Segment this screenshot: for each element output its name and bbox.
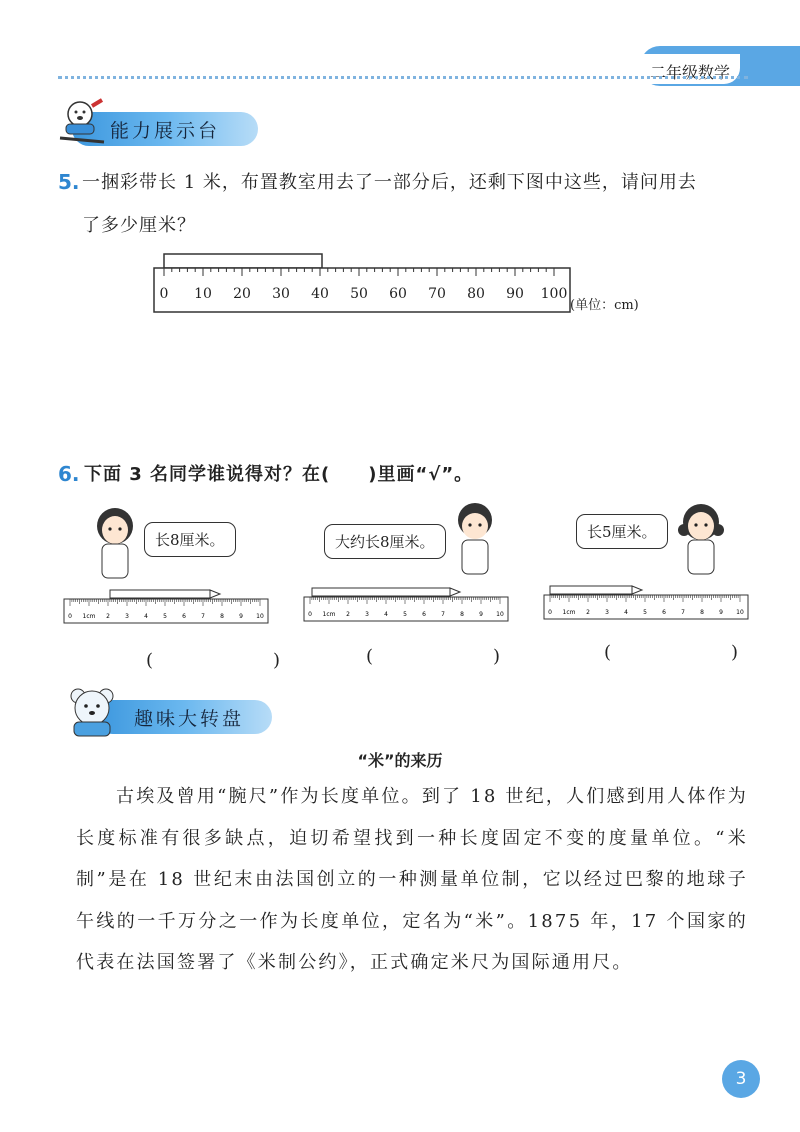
ruler-tick-label: 60 — [389, 286, 407, 302]
pencil-tip — [450, 588, 460, 596]
ruler-tick-label: 30 — [272, 286, 290, 302]
girl-student-icon — [676, 500, 726, 576]
small-ruler-2 — [302, 584, 512, 624]
header-divider — [58, 76, 748, 79]
ruler-tick-label: 10 — [736, 609, 744, 616]
question-number: 5. — [58, 170, 80, 194]
speech-bubble: 长8厘米。 — [144, 522, 236, 557]
ruler-tick-label: 3 — [365, 611, 369, 618]
answer-parentheses[interactable]: ( ) — [366, 646, 529, 667]
ruler-tick-label: 100 — [540, 286, 568, 302]
ruler-tick-label: 1cm — [562, 609, 576, 616]
boy-student-icon — [450, 500, 500, 576]
ruler-tick-label: 10 — [256, 613, 264, 620]
ruler-tick-label: 1cm — [322, 611, 336, 618]
ruler-tick-label: 3 — [125, 613, 129, 620]
bear-mascot-icon — [62, 684, 122, 740]
ruler-tick-label: 40 — [311, 286, 329, 302]
pencil — [110, 590, 210, 598]
ruler-tick-label: 5 — [403, 611, 407, 618]
speech-bubble: 大约长8厘米。 — [324, 524, 446, 559]
small-ruler-1 — [62, 586, 272, 626]
ruler-tick-label: 6 — [422, 611, 426, 618]
ruler-tick-label: 5 — [163, 613, 167, 620]
ruler-tick-label: 0 — [159, 286, 169, 302]
ruler-tick-label: 6 — [662, 609, 666, 616]
question-text: 下面 3 名同学谁说得对？在( )里画“√”。 — [84, 464, 474, 485]
ruler-tick-label: 8 — [220, 613, 224, 620]
grade-label: 二年级数学 — [650, 63, 731, 82]
page-number: 3 — [722, 1060, 760, 1098]
section-title: 能力展示台 — [110, 119, 221, 142]
ruler-tick-label: 4 — [384, 611, 388, 618]
question-number: 6. — [58, 462, 80, 486]
girl-student-icon — [90, 504, 140, 580]
ruler-tick-label: 20 — [233, 286, 251, 302]
ruler-tick-label: 9 — [719, 609, 723, 616]
section-banner-fun — [96, 700, 272, 734]
reading-title: “米”的来历 — [357, 751, 443, 770]
question-text-line2: 了多少厘米？ — [82, 215, 196, 236]
ruler-tick-label: 90 — [506, 286, 524, 302]
ruler-unit-label: (单位：cm) — [570, 298, 639, 313]
ruler-tick-label: 7 — [441, 611, 445, 618]
ruler-tick-label: 9 — [239, 613, 243, 620]
ruler-tick-label: 7 — [681, 609, 685, 616]
section-title: 趣味大转盘 — [134, 707, 245, 730]
ruler-tick-label: 10 — [194, 286, 212, 302]
ruler-tick-label: 8 — [700, 609, 704, 616]
ruler-tick-label: 0 — [548, 609, 552, 616]
ruler-tick-label: 9 — [479, 611, 483, 618]
pencil-tip — [632, 586, 642, 594]
ruler-tick-label: 70 — [428, 286, 446, 302]
pencil — [312, 588, 450, 596]
question-text-line1: 一捆彩带长 1 米，布置教室用去了一部分后，还剩下图中这些，请问用去 — [82, 172, 697, 193]
answer-parentheses[interactable]: ( ) — [604, 642, 767, 663]
pencil — [550, 586, 632, 594]
ruler-tick-label: 4 — [624, 609, 628, 616]
reading-paragraph: 古埃及曾用“腕尺”作为长度单位。到了 18 世纪，人们感到用人体作为长度标准有很多缺点，迫切希望找到一种长度固定不变的度量单位。“米制”是在 18 世纪末由法国创立的一种测量单位制，它以经过巴黎的地球子午线的一千万分之一作为长度单位，定名为“米”。1875 年，17 个国家的代表在法国签署了《米制公约》，正式确定米尺为国际通用尺。 — [76, 786, 748, 973]
pencil-tip — [210, 590, 220, 598]
ruler-tick-label: 3 — [605, 609, 609, 616]
ruler-tick-label: 10 — [496, 611, 504, 618]
ruler-tick-label: 4 — [144, 613, 148, 620]
ribbon — [164, 254, 322, 268]
small-ruler-3 — [542, 582, 752, 622]
ruler-tick-label: 6 — [182, 613, 186, 620]
ruler-tick-label: 2 — [346, 611, 350, 618]
ruler-tick-label: 2 — [106, 613, 110, 620]
ruler-tick-label: 2 — [586, 609, 590, 616]
ruler-tick-label: 5 — [643, 609, 647, 616]
ruler-tick-label: 1cm — [82, 613, 96, 620]
ruler-tick-label: 0 — [308, 611, 312, 618]
ruler-tick-label: 0 — [68, 613, 72, 620]
ruler-tick-label: 50 — [350, 286, 368, 302]
speech-bubble: 长5厘米。 — [576, 514, 668, 549]
skier-mascot-icon — [56, 98, 110, 148]
ruler-tick-label: 7 — [201, 613, 205, 620]
ruler-tick-label: 8 — [460, 611, 464, 618]
answer-parentheses[interactable]: ( ) — [146, 650, 309, 671]
ruler-tick-label: 80 — [467, 286, 485, 302]
